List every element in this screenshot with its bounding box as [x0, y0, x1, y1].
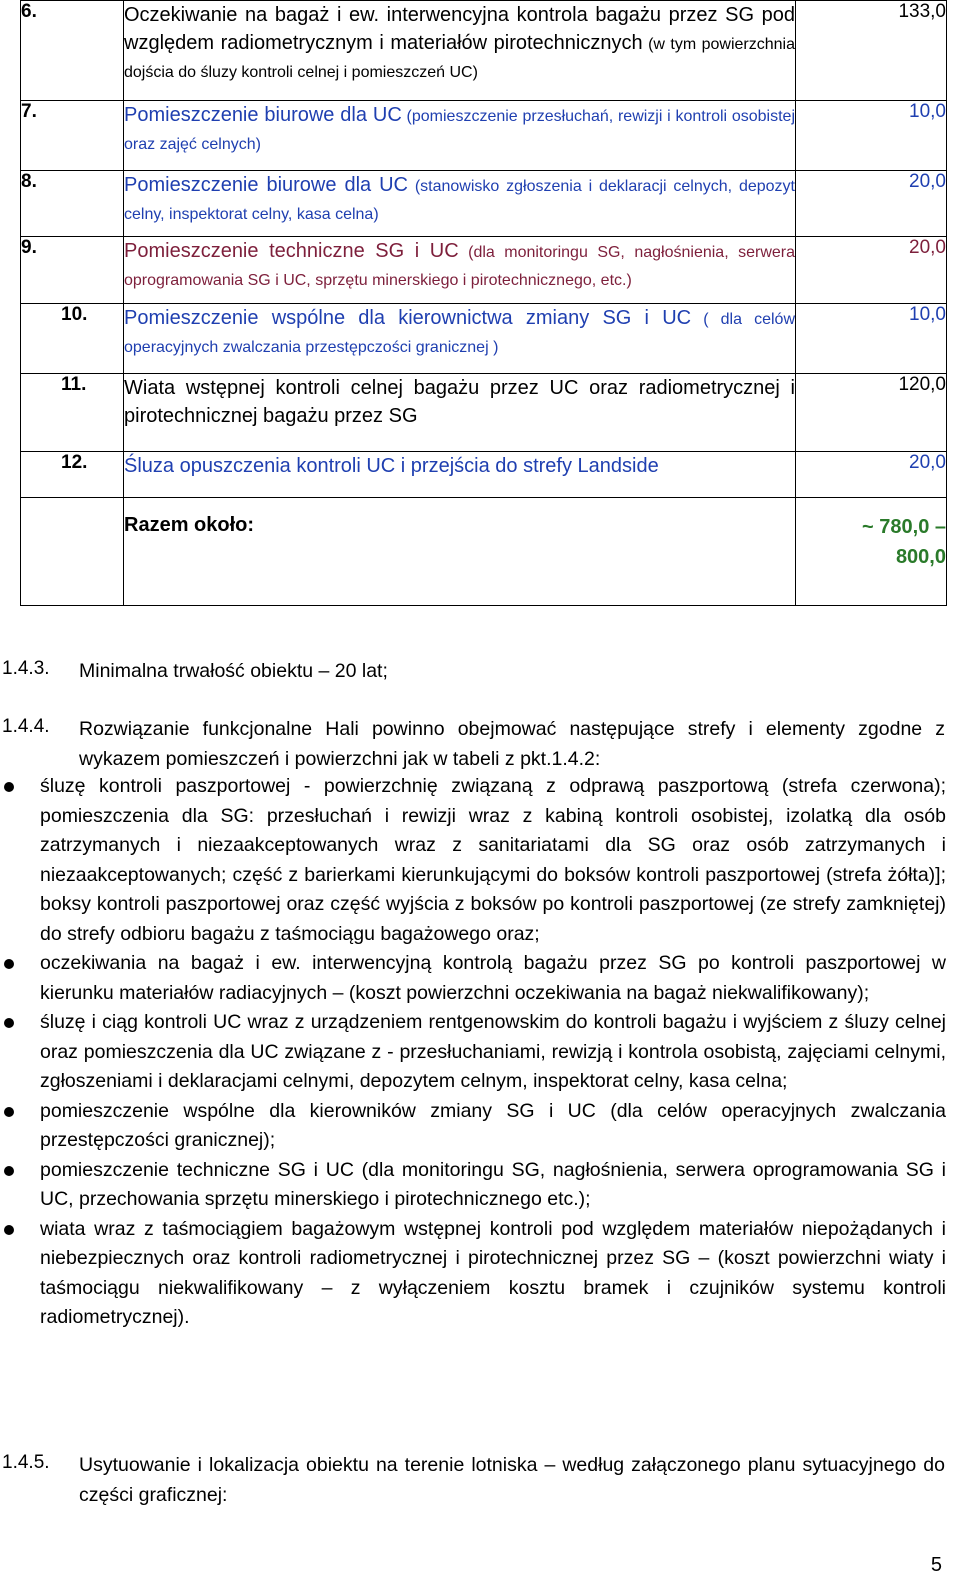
- row-main-text: Pomieszczenie techniczne SG i UC: [124, 240, 459, 262]
- row-area: 20,0: [796, 171, 947, 237]
- row-description: [124, 101, 796, 171]
- list-item: [0, 1097, 946, 1156]
- list-item: [0, 1156, 946, 1215]
- list-item: [0, 772, 946, 949]
- section-text: Rozwiązanie funkcjonalne Hali powinno obejmować następujące strefy i elementy zgodne z wykazem pomieszczeń i powierzchni jak w tabeli z pkt.1.4.2:: [79, 718, 945, 770]
- table-total-row: [21, 498, 947, 606]
- table-row: [21, 237, 947, 304]
- table-row: [21, 1, 947, 101]
- list-item-text: śluzę kontroli paszportowej - powierzchnię związaną z odprawą paszportową (strefa czerwona); pomieszczenia dla SG: przesłuchań i rewizji wraz z kabiną kontroli osobistej, izolatką dla osób zatrzymanych i niezaakceptowanych wraz z sanitariatami dla SG oraz osób zatrzymanych i niezaakceptowanych; część z barierkami kierunkującymi do boksów kontroli paszportowej (strefa żółta)]; boksy kontroli paszportowej oraz część wyjścia z boksów po kontroli paszportowej (ze strefy zamkniętej) do strefy odbioru bagażu z taśmociągu bagażowego oraz;: [40, 775, 946, 945]
- row-note: (pomieszczenie przesłuchań, rewizji i kontroli osobistej oraz zajęć celnych): [124, 108, 795, 153]
- total-value-line1: ~ 780,0 –: [862, 516, 946, 538]
- row-area: 10,0: [796, 101, 947, 171]
- row-note: (w tym powierzchnia dojścia do śluzy kontroli celnej i pomieszczeń UC): [124, 36, 795, 81]
- list-item-text: śluzę i ciąg kontroli UC wraz z urządzeniem rentgenowskim do kontroli bagażu i wyjściem z śluzy celnej oraz pomieszczenia dla UC związane z - przesłuchaniami, rewizją i kontrola osobistą, zajęciami celnymi, zgłoszeniami i deklaracjami celnymi, depozytem celnym, inspektorat celny, kasa celna;: [40, 1011, 946, 1092]
- row-main-text: Oczekiwanie na bagaż i ew. interwencyjna kontrola bagażu przez SG pod względem radiometrycznym i materiałów pirotechnicznych: [124, 4, 795, 54]
- row-number: 8.: [21, 171, 124, 237]
- total-label: Razem około:: [124, 514, 255, 536]
- row-description: [124, 237, 796, 304]
- row-main-text: Pomieszczenie wspólne dla kierownictwa zmiany SG i UC: [124, 307, 692, 329]
- list-item-text: pomieszczenie techniczne SG i UC (dla monitoringu SG, nagłośnienia, serwera oprogramowania SG i UC, przechowania sprzętu minerskiego i pirotechnicznego etc.);: [40, 1158, 946, 1210]
- bullet-icon: [4, 959, 14, 969]
- section-number: 1.4.3.: [2, 658, 50, 679]
- total-label-cell: [124, 498, 796, 606]
- total-value: [796, 498, 946, 572]
- list-item-text: oczekiwania na bagaż i ew. interwencyjną kontrolą bagażu przez SG po kontroli paszportowej w kierunku materiałów radiacyjnych – (koszt powierzchni oczekiwania na bagaż niekwalifikowany);: [40, 952, 946, 1004]
- row-area: 120,0: [796, 374, 947, 452]
- row-description: [124, 171, 796, 237]
- section-number: 1.4.4.: [2, 716, 50, 737]
- table-row: [21, 101, 947, 171]
- rooms-table: [20, 0, 947, 606]
- row-number: 12.: [21, 452, 124, 498]
- row-description: [124, 374, 796, 452]
- row-main-text: Wiata wstępnej kontroli celnej bagażu przez UC oraz radiometrycznej i pirotechnicznej bagażu przez SG: [124, 377, 795, 427]
- table-row: [21, 452, 947, 498]
- list-item: [0, 1008, 946, 1097]
- requirements-list: [0, 772, 946, 1333]
- section-text: Minimalna trwałość obiektu – 20 lat;: [79, 660, 388, 682]
- table-row: [21, 304, 947, 374]
- row-note: (dla monitoringu SG, nagłośnienia, serwera oprogramowania SG i UC, sprzętu minerskiego i pirotechnicznego, etc.): [124, 244, 795, 289]
- row-main-text: Śluza opuszczenia kontroli UC i przejścia do strefy Landside: [124, 455, 659, 477]
- row-main-text: Pomieszczenie biurowe dla UC: [124, 104, 402, 126]
- bullet-icon: [4, 782, 14, 792]
- table-row: [21, 374, 947, 452]
- list-item: [0, 949, 946, 1008]
- row-number: 6.: [21, 1, 124, 101]
- row-number: 7.: [21, 101, 124, 171]
- total-value-cell: [796, 498, 947, 606]
- row-description: [124, 1, 796, 101]
- row-number: 10.: [21, 304, 124, 374]
- table-row: [21, 171, 947, 237]
- row-note: ( dla celów operacyjnych zwalczania przestępczości granicznej ): [124, 311, 796, 356]
- row-area: 133,0: [796, 1, 947, 101]
- row-number: 9.: [21, 237, 124, 304]
- empty-cell: [21, 498, 124, 606]
- section-text: Usytuowanie i lokalizacja obiektu na terenie lotniska – według załączonego planu sytuacyjnego do części graficznej:: [79, 1454, 945, 1506]
- section-number: 1.4.5.: [2, 1452, 50, 1473]
- total-value-line2: 800,0: [895, 546, 946, 568]
- list-item: [0, 1215, 946, 1333]
- list-item-text: pomieszczenie wspólne dla kierowników zmiany SG i UC (dla celów operacyjnych zwalczania przestępczości granicznej);: [40, 1099, 946, 1151]
- row-note: (stanowisko zgłoszenia i deklaracji celnych, depozyt celny, inspektorat celny, kasa celna): [124, 178, 795, 223]
- bullet-icon: [4, 1225, 14, 1235]
- list-item-text: wiata wraz z taśmociągiem bagażowym wstępnej kontroli pod względem materiałów niepożądanych i niebezpiecznych oraz kontroli radiometrycznej i pirotechnicznej przez SG – (koszt powierzchni wiaty i taśmociągu niekwalifikowany – z wyłączeniem kosztu bramek i czujników systemu kontroli radiometrycznej).: [40, 1217, 946, 1328]
- bullet-icon: [4, 1166, 14, 1176]
- row-number: 11.: [21, 374, 124, 452]
- row-area: 20,0: [796, 237, 947, 304]
- bullet-icon: [4, 1018, 14, 1028]
- row-main-text: Pomieszczenie biurowe dla UC: [124, 174, 408, 196]
- row-area: 20,0: [796, 452, 947, 498]
- row-description: [124, 452, 796, 498]
- row-description: [124, 304, 796, 374]
- bullet-icon: [4, 1107, 14, 1117]
- row-area: 10,0: [796, 304, 947, 374]
- page-number: 5: [930, 1554, 942, 1576]
